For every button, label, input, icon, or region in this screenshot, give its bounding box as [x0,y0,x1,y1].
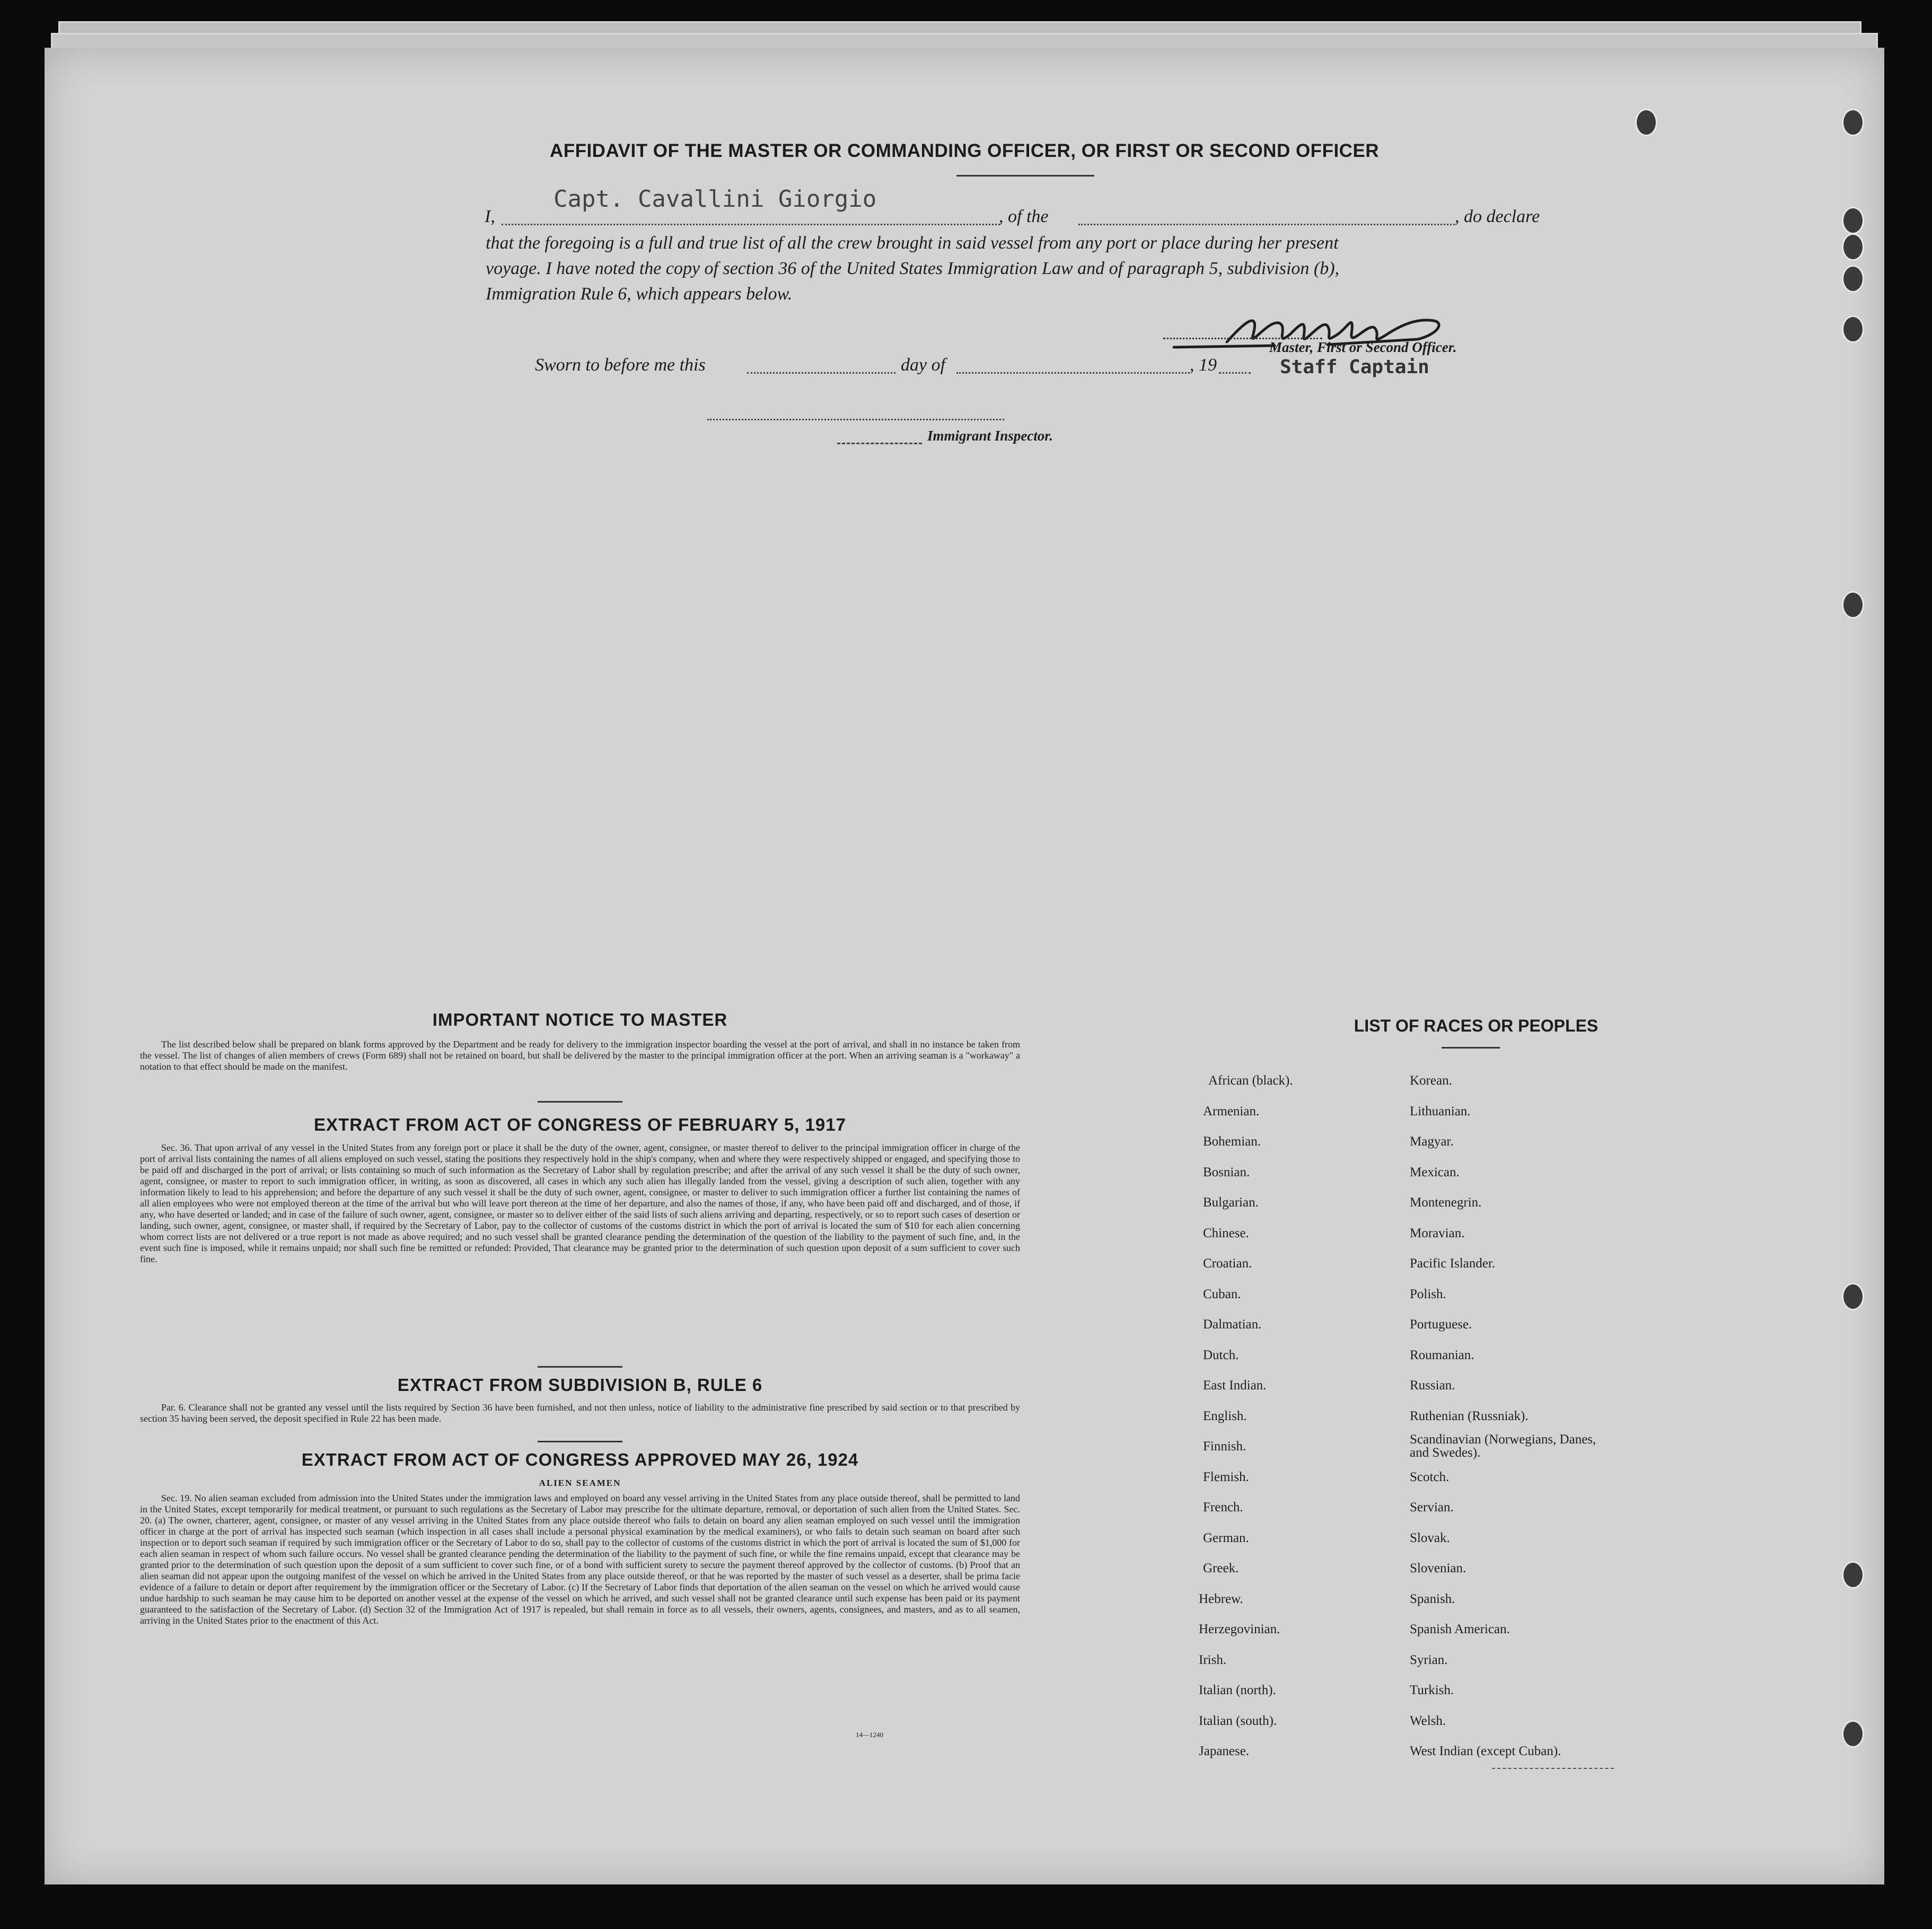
form-number: 14—1240 [856,1731,883,1739]
officer-name: Capt. Cavallini Giorgio [554,186,877,213]
affidavit-line-2: that the foregoing is a full and true list of all the crew brought in said vessel from any port or place during her present [486,233,1339,253]
extract-1924-subtitle: ALIEN SEAMEN [539,1478,621,1488]
race-item: Magyar. [1410,1134,1454,1149]
affidavit-i-label: I, [485,207,495,226]
race-item: Slovenian. [1410,1561,1466,1575]
affidavit-line-3: voyage. I have noted the copy of section 36 of the United States Immigration Law and of paragraph 5, subdivision (b), [486,259,1340,278]
staff-captain-stamp: Staff Captain [1280,356,1429,378]
sworn-day-of: day of [901,355,946,375]
binder-hole-7 [1842,591,1864,619]
inspector-label: Immigrant Inspector. [927,428,1053,444]
extract-rule6-title: EXTRACT FROM SUBDIVISION B, RULE 6 [397,1375,763,1395]
race-item: Dutch. [1203,1347,1239,1362]
affidavit-of-the: , of the [999,207,1049,226]
notice-text: The list described below shall be prepared on blank forms approved by the Department and be ready for delivery to the immigration inspector boarding the vessel at the port of arrival, and shall in no instance be taken from the vessel. The list of changes of alien members of crews (Form 689) shall not be retained on board, but shall be delivered by the master to the principal immigration officer at the port. When an arriving seaman is a "workaway" a notation to that effect should be made on the manifest. [140,1039,1020,1072]
race-item: Croatian. [1203,1256,1252,1271]
race-item: Armenian. [1203,1104,1260,1118]
race-item: Portuguese. [1410,1317,1472,1332]
extract-1924-text: Sec. 19. No alien seaman excluded from admission into the United States under the immigration laws and employed on board any vessel arriving in the United States from any place outside thereof, shall be permitted to land in the United States, except temporarily for medical treatment, or pursuant to such regulations as the Secretary of Labor may prescribe for the ultimate departure, removal, or deportation of such alien from the United States. Sec. 20. (a) The owner, charterer, agent, consignee, or master of any vessel arriving in the United States from any place outside thereof who fails to detain on board any alien seaman employed on such vessel until the immigration officer in charge at the port of arrival has inspected such seaman (which inspection in all cases shall include a personal physical examination by the medical examiners), or who fails to detain such seaman on board after such inspection or to deport such seaman if required by such immigration officer or the Secretary of Labor to do so, shall pay to the collector of customs of the customs district in which the port of arrival is located the sum of $1,000 for each alien seaman in respect of whom such failure occurs. No vessel shall be granted clearance pending the determination of the liability to the payment of such fine, or while the fine remains unpaid, except that clearance may be granted prior to the determination of such question upon the deposit of a sum sufficient to cover such fine, or of a bond with sufficient surety to secure the payment thereof approved by the collector of customs. (b) Proof that an alien seaman did not appear upon the outgoing manifest of the vessel on which he arrived in the United States from any place outside thereof, or that he was reported by the master of such vessel as a deserter, shall be prima facie evidence of a failure to detain or deport after requirement by the immigration officer or the Secretary of Labor. (c) If the Secretary of Labor finds that deportation of the alien seaman on the vessel on which he arrived would cause undue hardship to such seaman he may cause him to be deported on another vessel at the expense of the vessel on which he arrived, and such vessel shall not be granted clearance until such expense has been paid or its payment guaranteed to the satisfaction of the Secretary of Labor. (d) Section 32 of the Immigration Act of 1917 is repealed, but shall remain in force as to all vessels, their owners, agents, consignees, and masters, and as to all seamen, arriving in the United States prior to the enactment of this Act. [140,1493,1020,1626]
race-item: Spanish American. [1410,1622,1510,1636]
notice-title: IMPORTANT NOTICE TO MASTER [432,1010,728,1029]
race-item: Japanese. [1199,1744,1250,1758]
inspector-name-line [837,443,922,444]
race-item: Pacific Islander. [1410,1256,1496,1271]
race-item: English. [1203,1408,1247,1423]
binder-hole-4 [1842,233,1864,261]
race-item: Scandinavian (Norwegians, Danes, and Swedes). [1410,1432,1596,1460]
race-item: Irish. [1199,1652,1227,1667]
officer-name-line [502,224,1000,225]
affidavit-title: AFFIDAVIT OF THE MASTER OR COMMANDING OFFICER, OR FIRST OR SECOND OFFICER [549,140,1380,161]
extract-rule6-text: Par. 6. Clearance shall not be granted any vessel until the lists required by Section 36 have been furnished, and not then unless, notice of liability to the administrative fine prescribed by said section or to that prescribed by section 35 having been served, the deposit specified in Rule 22 has been made. [140,1402,1020,1424]
race-item: Montenegrin. [1410,1195,1482,1210]
race-item: Polish. [1410,1287,1446,1301]
race-item: Chinese. [1203,1226,1249,1240]
sworn-year-line [1219,372,1251,374]
race-item: Flemish. [1203,1469,1249,1484]
race-item: West Indian (except Cuban). [1410,1744,1561,1758]
sworn-label: Sworn to before me this [535,355,706,375]
extract-1924-title: EXTRACT FROM ACT OF CONGRESS APPROVED MAY 26, 1924 [301,1450,859,1469]
vessel-name-line [1078,224,1455,225]
race-item: Bulgarian. [1203,1195,1259,1210]
extract-1917-rule [538,1366,622,1368]
binder-hole-2 [1842,109,1864,136]
extract-1917-text: Sec. 36. That upon arrival of any vessel in the United States from any foreign port or place it shall be the duty of the owner, agent, consignee, or master thereof to deliver to the principal immigration officer in charge of the port of arrival lists containing the names of all aliens employed on such vessel, stating the positions they respectively hold in the ship's company, when and where they were respectively shipped or engaged, and specifying those to be paid off and discharged in the port of arrival; or lists containing so much of such information as the Secretary of Labor shall by regulation prescribe; and after the arrival of any such vessel it shall be the duty of such owner, agent, consignee, or master to report to such immigration officer, in writing, as soon as discovered, all cases in which any such alien has illegally landed from the vessel, giving a description of such alien, together with any information likely to lead to his apprehension; and before the departure of any such vessel it shall be the duty of such owner, agent, consignee, or master to deliver to such immigration officer a further list containing the names of all alien employees who were not employed thereon at the time of the arrival but who will leave port thereon at the time of her departure, and also the names of those, if any, who have been paid off and discharged, and of those, if any, who have deserted or landed; and in case of the failure of such owner, agent, consignee, or master so to deliver either of the said lists of such aliens arriving and departing, respectively, or so to report such cases of desertion or landing, such owner, agent, consignee, or master shall, if required by the Secretary of Labor, pay to the collector of customs of the customs district in which the port of arrival is located the sum of $10 for each alien concerning whom correct lists are not delivered or a true report is not made as above required; and no such vessel shall be granted clearance pending the determination of the question of the liability to the payment of such fine, and, in the event such fine is imposed, while it remains unpaid; nor shall such fine be remitted or refunded: Provided, That clearance may be granted prior to the determination of such question upon deposit of a sum sufficient to cover such fine. [140,1142,1020,1264]
race-item: Welsh. [1410,1713,1446,1728]
extract-1917-title: EXTRACT FROM ACT OF CONGRESS OF FEBRUARY 5, 1917 [314,1115,846,1134]
affidavit-line-4: Immigration Rule 6, which appears below. [486,284,793,304]
race-item: Ruthenian (Russniak). [1410,1408,1529,1423]
binder-hole-8 [1842,1283,1864,1310]
race-item: East Indian. [1203,1378,1267,1393]
race-item: Herzegovinian. [1199,1622,1280,1636]
race-item: Korean. [1410,1073,1452,1088]
race-item: Syrian. [1410,1652,1448,1667]
sworn-date-line [747,372,895,374]
race-item: Mexican. [1410,1165,1460,1179]
race-item: Bohemian. [1203,1134,1261,1149]
race-item: Greek. [1203,1561,1239,1575]
race-item: Italian (south). [1199,1713,1277,1728]
race-item: Spanish. [1410,1591,1455,1606]
inspector-signature-line [707,419,1004,420]
binder-hole-5 [1842,265,1864,293]
sworn-year: , 19 [1190,355,1217,375]
binder-hole-1 [1635,109,1657,136]
race-item: Bosnian. [1203,1165,1250,1179]
race-item: Dalmatian. [1203,1317,1262,1332]
binder-hole-6 [1842,315,1864,343]
race-item: Lithuanian. [1410,1104,1471,1118]
races-title: LIST OF RACES OR PEOPLES [1354,1016,1599,1035]
race-item: Italian (north). [1199,1683,1276,1697]
race-item: French. [1203,1500,1243,1514]
race-item: Finnish. [1203,1439,1246,1454]
signature-caption: Master, First or Second Officer. [1269,339,1457,355]
affidavit-do-declare: , do declare [1455,207,1540,226]
affidavit-title-rule [956,175,1094,177]
notice-rule [538,1101,622,1103]
races-bottom-rule [1492,1768,1614,1769]
race-item: Servian. [1410,1500,1454,1514]
race-item: Russian. [1410,1378,1455,1393]
race-item: Slovak. [1410,1530,1450,1545]
race-item: Scotch. [1410,1469,1450,1484]
race-item: Roumanian. [1410,1347,1474,1362]
race-item: Turkish. [1410,1683,1454,1697]
extract-rule6-rule [538,1441,622,1442]
binder-hole-3 [1842,207,1864,234]
race-item: Hebrew. [1199,1591,1243,1606]
race-item: African (black). [1208,1073,1293,1088]
sworn-month-line [956,372,1190,374]
binder-hole-9 [1842,1561,1864,1589]
race-item: Cuban. [1203,1287,1241,1301]
races-title-rule [1442,1047,1500,1049]
binder-hole-10 [1842,1720,1864,1748]
race-item: German. [1203,1530,1249,1545]
manifest-page [45,48,1884,1884]
race-item: Moravian. [1410,1226,1465,1240]
